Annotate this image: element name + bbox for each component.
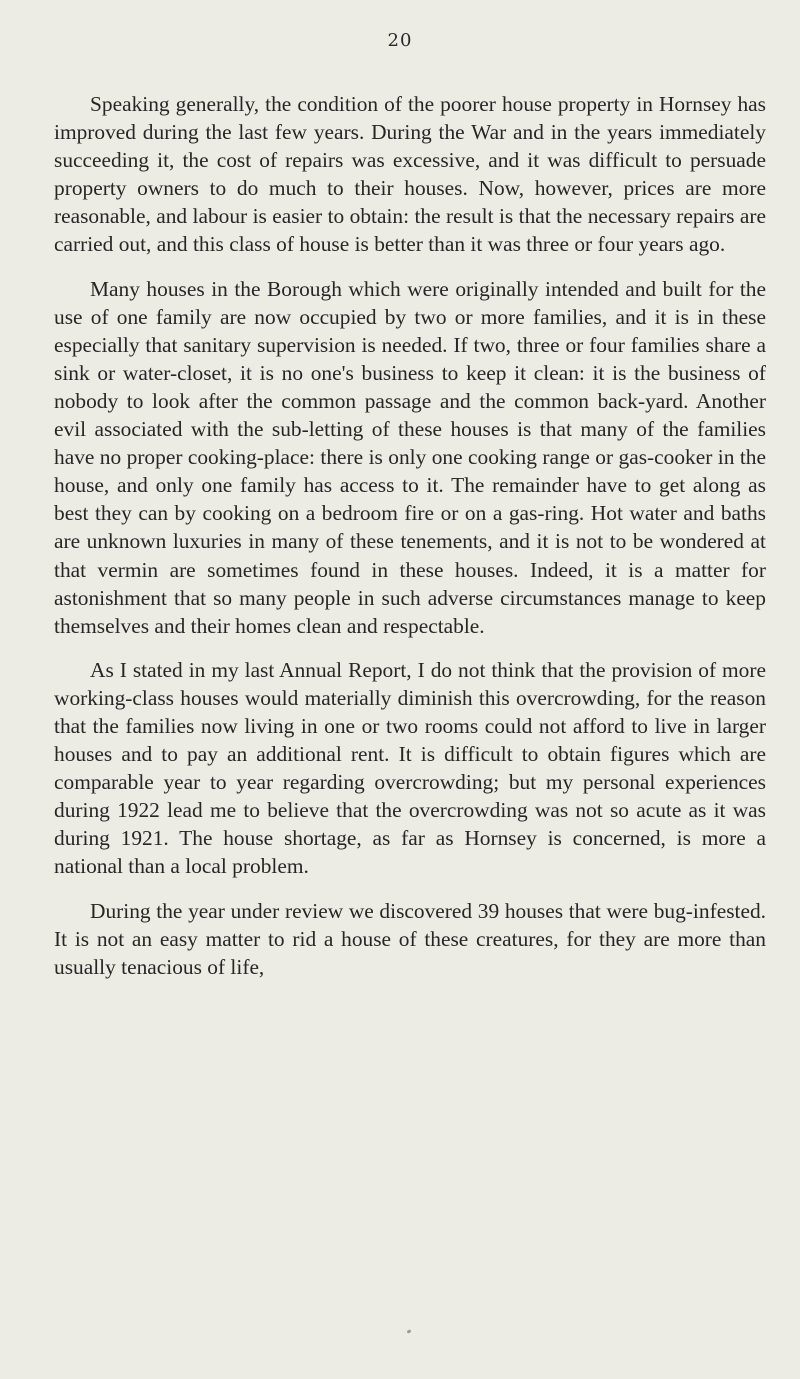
page-number: 20 <box>387 30 413 51</box>
body-text <box>54 90 766 981</box>
paragraph-overcrowding: As I stated in my last Annual Report, I do not think that the provision of more working-class houses would materially diminish this overcrowding, for the reason that the families now living in one or two rooms could not afford to live in larger houses and to pay an additional rent. It is difficult to obtain figures which are comparable year to year regarding overcrowding; but my personal experiences during 1922 lead me to believe that the overcrowding was not so acute as it was during 1921. The house shortage, as far as Hornsey is concerned, is more a national than a local problem. <box>54 657 766 879</box>
paragraph-multiple-families: Many houses in the Borough which were originally intended and built for the use of one family are now occupied by two or more families, and it is in these especially that sanitary supervision is needed. If two, three or four families share a sink or water-closet, it is no one's business to keep it clean: it is the business of nobody to look after the common passage and the common back-yard. Another evil associated with the sub-letting of these houses is that many of the families have no proper cooking-place: there is only one cooking range or gas-cooker in the house, and only one family has access to it. The remainder have to get along as best they can by cooking on a bedroom fire or on a gas-ring. Hot water and baths are unknown luxuries in many of these tenements, and it is not to be wondered at that vermin are sometimes found in these houses. Indeed, it is a matter for astonishment that so many people in such adverse circumstances manage to keep themselves and their homes clean and respectable. <box>54 276 766 638</box>
paragraph-bug-infested: During the year under review we discovered 39 houses that were bug-infested. It is not an easy matter to rid a house of these creatures, for they are more than usually tenacious of life, <box>54 898 766 979</box>
paragraph-house-property: Speaking generally, the condition of the poorer house property in Hornsey has improved during the last few years. During the War and in the years immediately succeeding it, the cost of repairs was excessive, and it was difficult to persuade property owners to do much to their houses. Now, however, prices are more reasonable, and labour is easier to obtain: the result is that the necessary repairs are carried out, and this class of house is better than it was three or four years ago. <box>54 92 766 257</box>
ink-speck <box>407 1329 412 1334</box>
